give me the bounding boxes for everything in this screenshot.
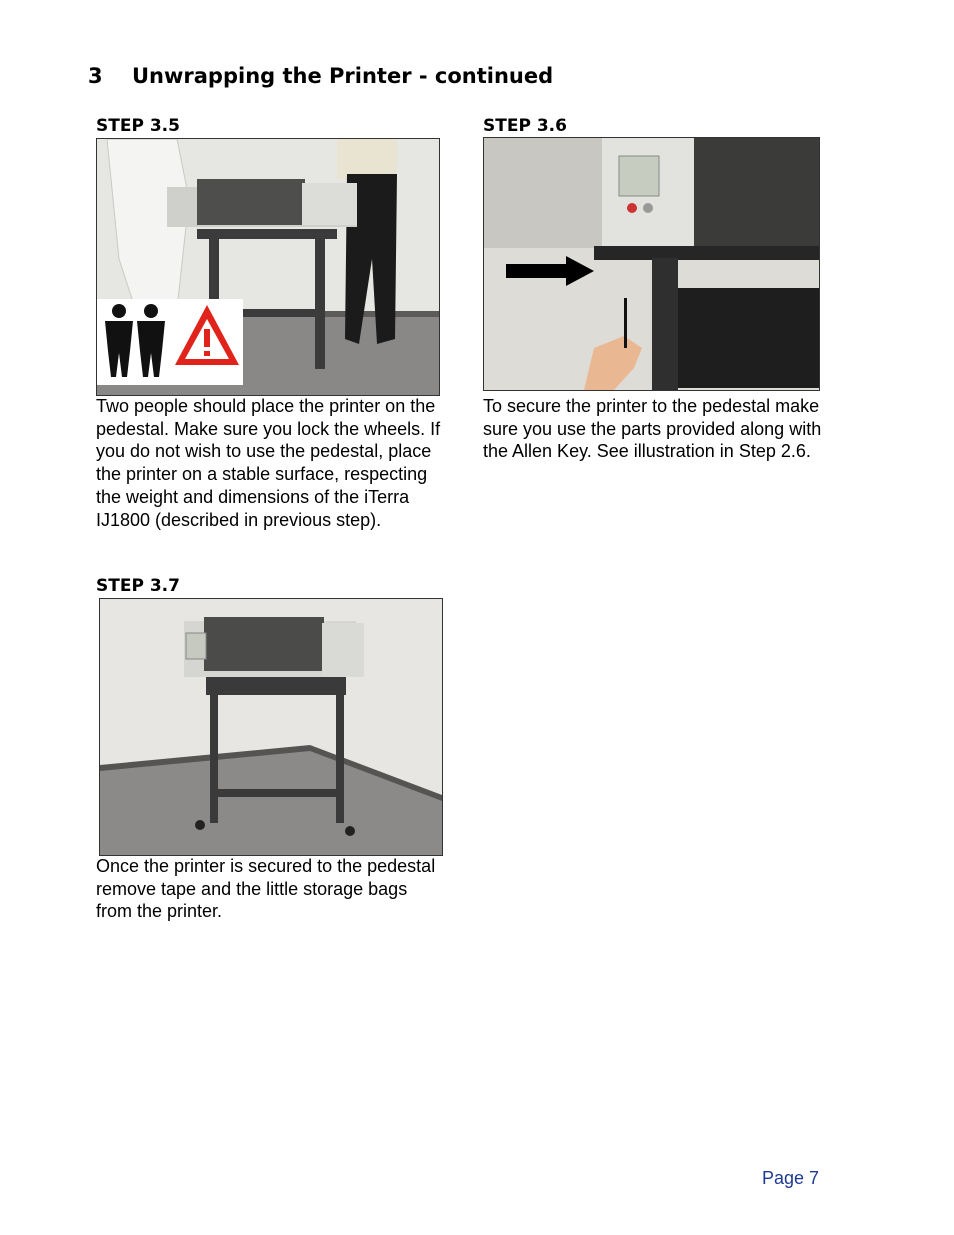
step-3-7-description: Once the printer is secured to the pedestal remove tape and the little storage bags from the printer.: [96, 856, 436, 922]
step-3-6-description: To secure the printer to the pedestal make sure you use the parts provided along with the Allen Key. See illustration in Step 2.6.: [483, 396, 822, 462]
section-heading: [88, 64, 553, 88]
page-number: Page 7: [762, 1168, 820, 1188]
section-title: Unwrapping the Printer - continued: [132, 64, 554, 88]
step-3-5-label: STEP 3.5: [96, 116, 180, 136]
step-3-7-label: STEP 3.7: [96, 576, 180, 596]
step-3-6-label: STEP 3.6: [483, 116, 567, 136]
warning-inset: [97, 299, 243, 385]
step-3-5-photo: [96, 138, 440, 396]
step-3-6-photo: [483, 137, 820, 391]
step-3-5-description: Two people should place the printer on the pedestal. Make sure you lock the wheels. If you do not wish to use the pedestal, place the printer on a stable surface, respecting the weight and dimensions of the iTerra IJ1800 (described in previous step).: [96, 396, 441, 530]
section-number: 3: [88, 64, 103, 88]
step-3-7-photo: [99, 598, 443, 856]
